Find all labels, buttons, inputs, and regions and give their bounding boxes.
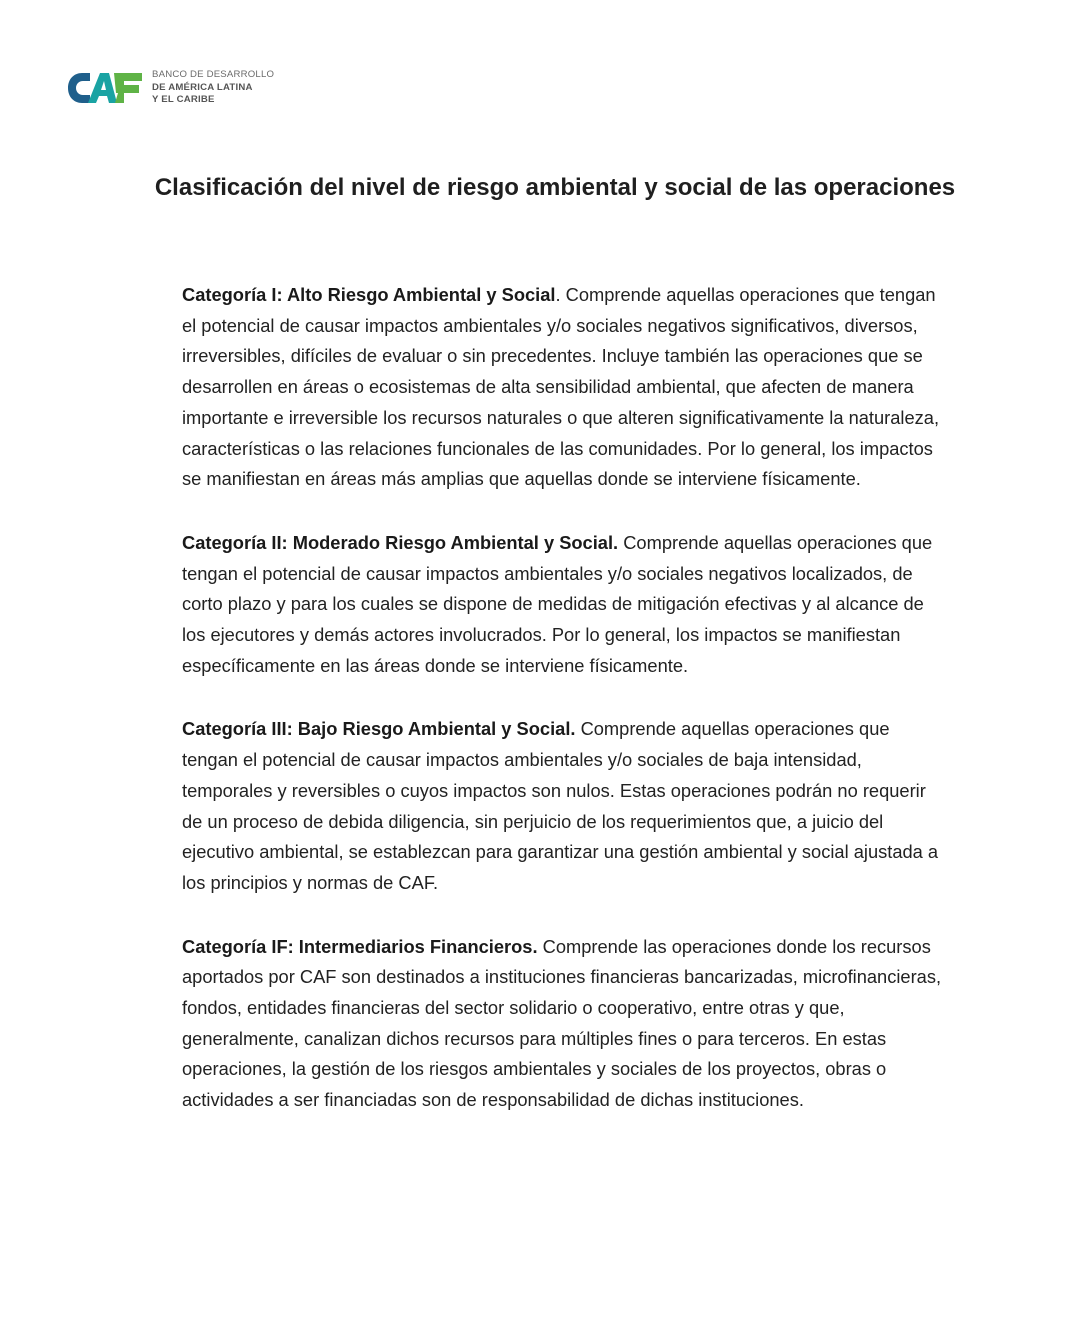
category-paragraph [182,932,942,1116]
org-name [152,69,274,107]
category-text: Comprende aquellas operaciones que tengan el potencial de causar impactos ambientales y/o sociales negativos localizados, de corto plazo y para los cuales se dispone de medidas de mitigación efectivas y al alcance de los ejecutores y demás actores involucrados. Por lo general, los impactos se manifiestan específicamente en las áreas donde se interviene físicamente. [182,531,933,676]
category-label: Categoría II: Moderado Riesgo Ambiental y Social. [182,531,619,553]
org-name-line2: DE AMÉRICA LATINA [152,81,253,93]
org-name-line1: BANCO DE DESARROLLO [152,69,275,81]
category-label: Categoría I: Alto Riesgo Ambiental y Social [182,284,556,305]
org-name-line3: Y EL CARIBE [152,94,215,106]
category-paragraph [182,714,942,898]
category-label: Categoría IF: Intermediarios Financieros. [182,935,538,957]
document-title: Clasificación del nivel de riesgo ambiental y social de las operaciones [154,174,956,201]
logo-letter-a [88,73,117,103]
logo-letter-f [114,73,142,103]
category-text: Comprende las operaciones donde los recursos aportados por CAF son destinados a instituciones financieras bancarizadas, microfinancieras, fondos, entidades financieras del sector solidario o cooperativo, entre otras y que, generalmente, canalizan dichos recursos para múltiples fines o para terceros. En estas operaciones, la gestión de los riesgos ambientales y sociales de los proyectos, obras o actividades a ser financiadas son de responsabilidad de dichas instituciones. [182,935,942,1111]
category-text: Comprende aquellas operaciones que tengan el potencial de causar impactos ambientales y/o sociales de baja intensidad, temporales y reversibles o cuyos impactos son nulos. Estas operaciones podrán no requerir de un proceso de debida diligencia, sin perjuicio de los requerimientos que, a juicio del ejecutivo ambiental, se establezcan para garantizar una gestión ambiental y social ajustada a los principios y normas de CAF. [182,718,939,893]
caf-logo [66,68,144,108]
document-body [182,280,942,1149]
category-paragraph [182,528,942,682]
category-paragraph [182,280,942,495]
category-label: Categoría III: Bajo Riesgo Ambiental y Social. [182,718,576,740]
header [66,68,274,108]
category-text: . Comprende aquellas operaciones que tengan el potencial de causar impactos ambientales y/o sociales negativos significativos, diversos, irreversibles, difíciles de evaluar o sin precedentes. Incluye también las operaciones que se desarrollen en áreas o ecosistemas de alta sensibilidad ambiental, que afecten de manera importante e irreversible los recursos naturales o que alteren significativamente la naturaleza, características o las relaciones funcionales de las comunidades. Por lo general, los impactos se manifiestan en áreas más amplias que aquellas donde se interviene físicamente. [182,284,940,490]
logo-letter-c [68,73,90,103]
